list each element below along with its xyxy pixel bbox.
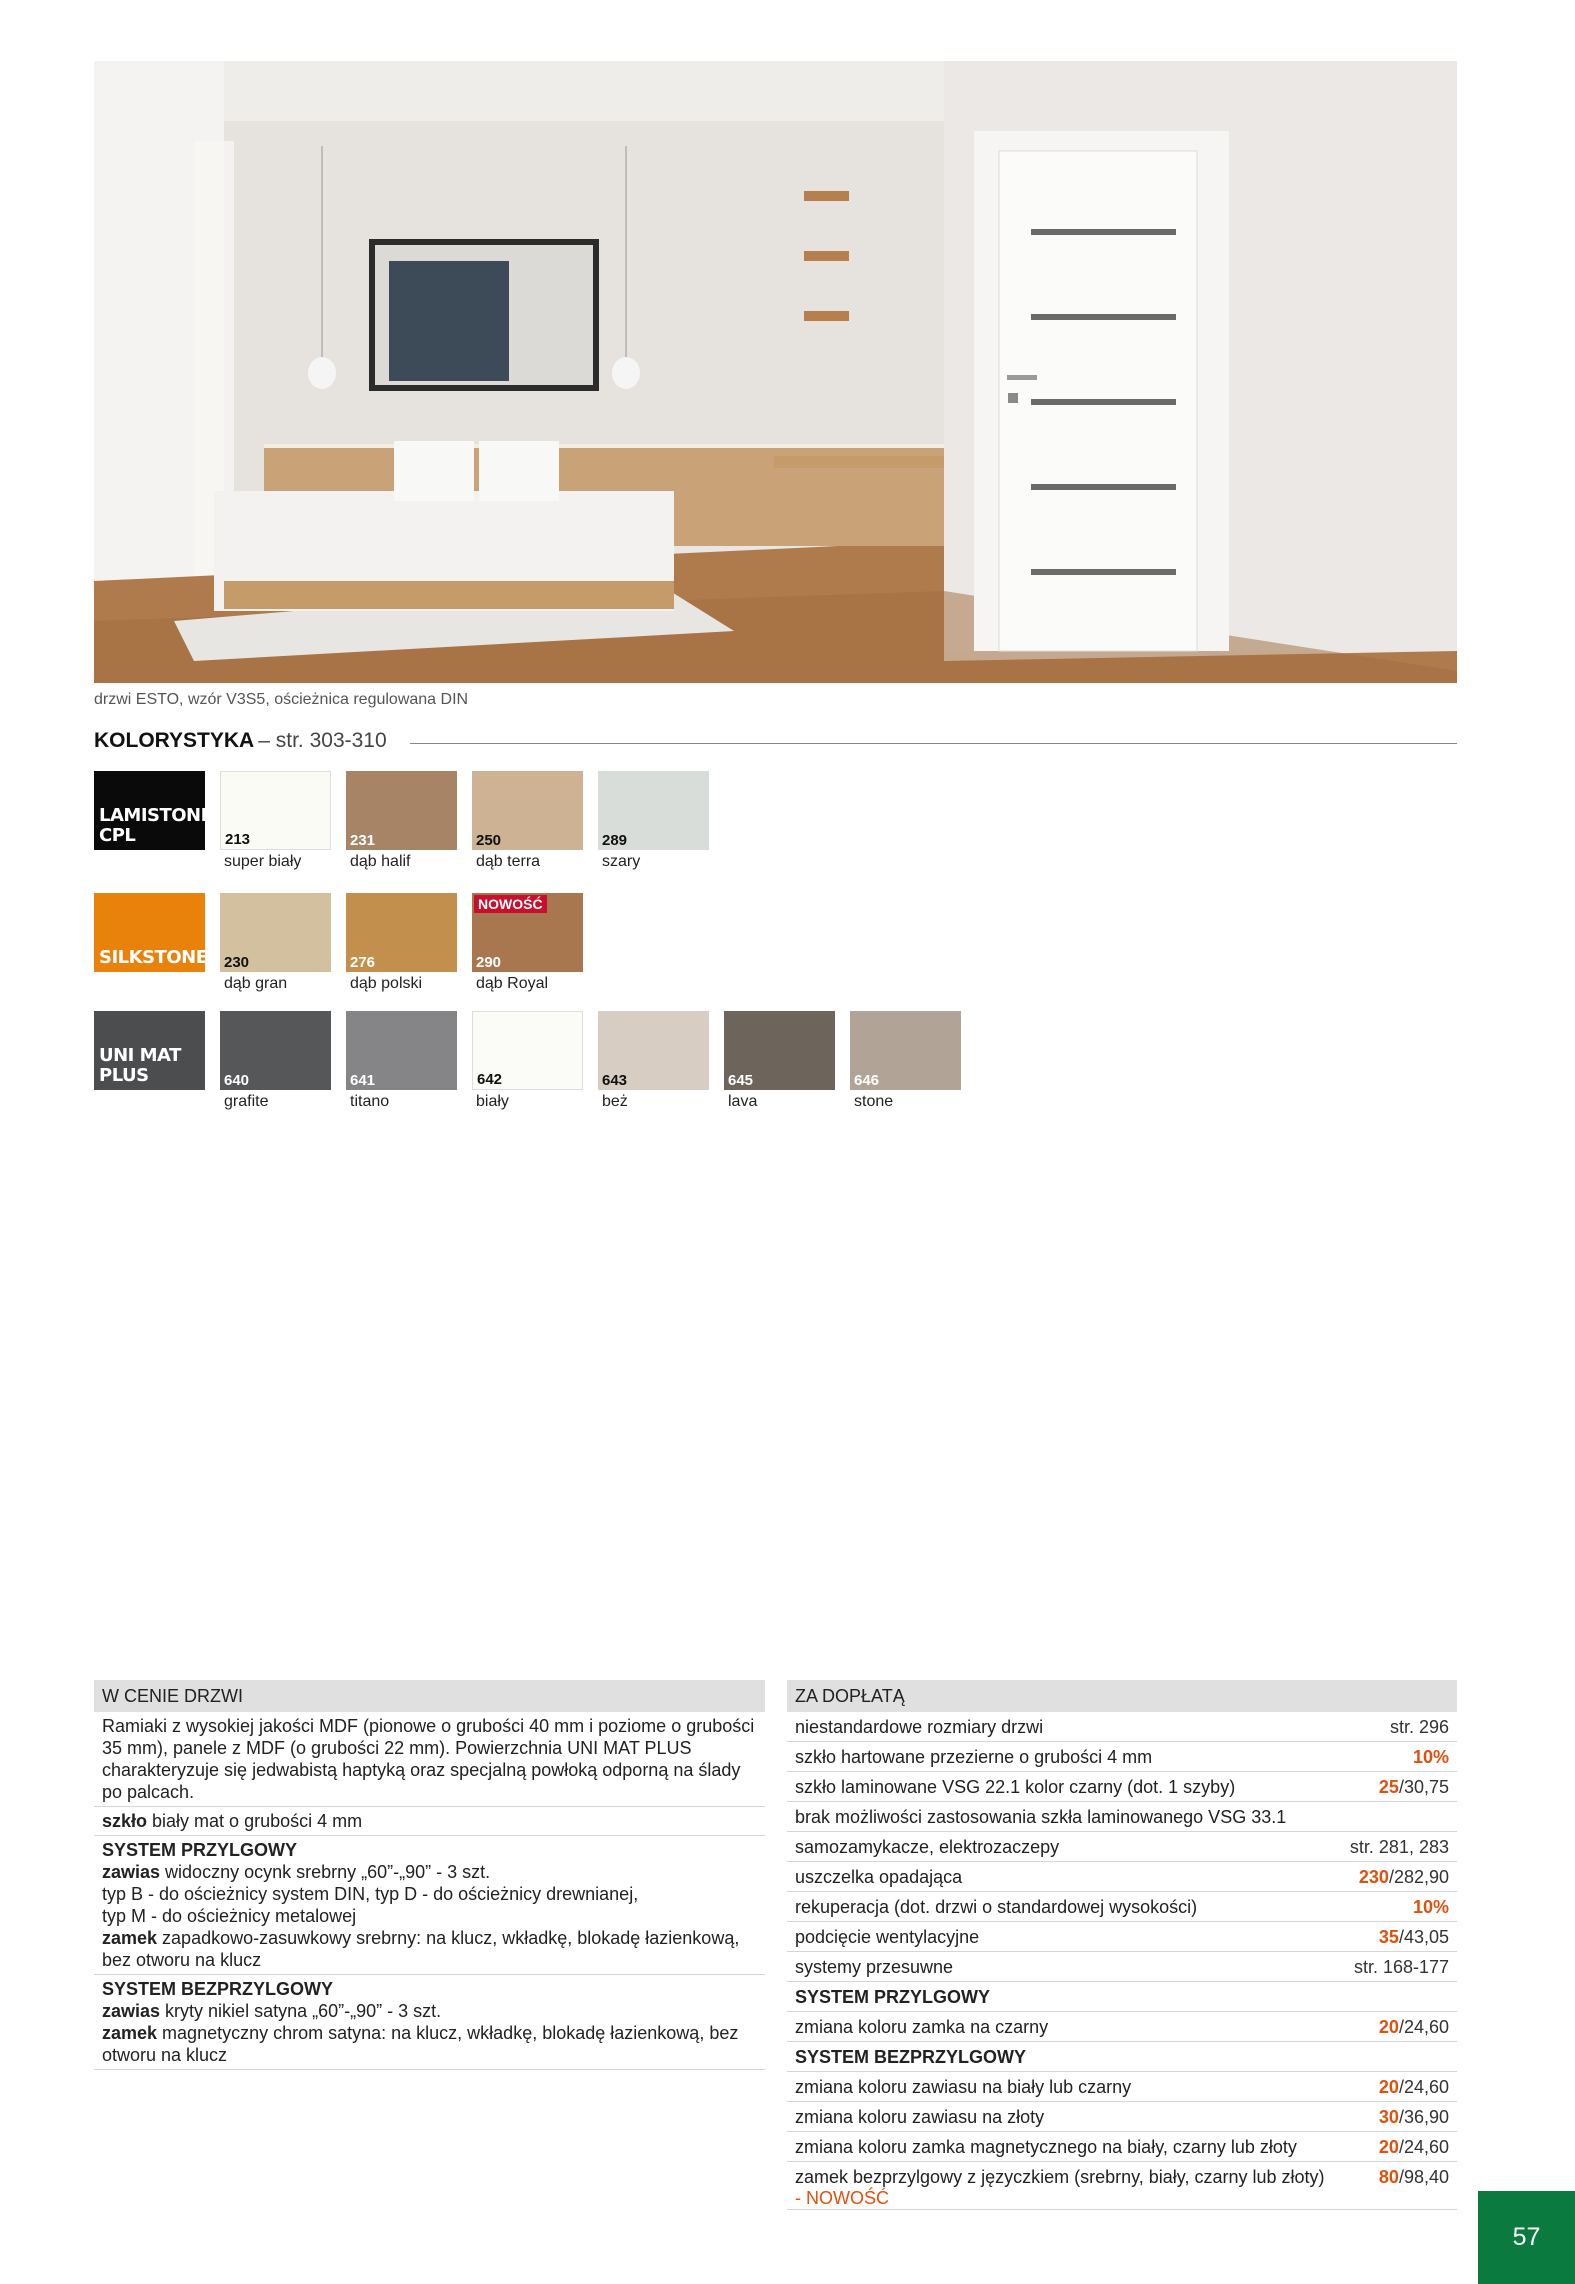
row-label	[795, 1925, 979, 1949]
color-swatch	[220, 893, 331, 972]
photo-caption: drzwi ESTO, wzór V3S5, ościeżnica regulowana DIN	[94, 691, 469, 708]
price-row	[787, 2012, 1457, 2042]
color-swatch	[220, 1011, 331, 1090]
price-highlight: 10%	[1412, 1747, 1449, 1767]
price-value: /24,60	[1398, 2137, 1449, 2157]
price-value: str. 168-177	[1353, 1957, 1449, 1977]
row-label-text: systemy przesuwne	[795, 1957, 954, 1977]
row-label-text: SYSTEM BEZPRZYLGOWY	[795, 2047, 1027, 2067]
row-value	[1379, 1925, 1449, 1949]
swatch-code: 250	[476, 832, 502, 849]
price-row	[787, 1892, 1457, 1922]
row-value	[1359, 1865, 1449, 1889]
bedroom-door-illustration	[94, 61, 1457, 683]
swatch-code: 645	[728, 1072, 754, 1089]
line-label	[94, 771, 213, 850]
price-value: /30,75	[1398, 1777, 1449, 1797]
price-highlight: 25	[1378, 1777, 1399, 1797]
swatch-name: dąb halif	[350, 853, 411, 870]
swatch-code: 643	[602, 1072, 628, 1089]
row-label-text: brak możliwości zastosowania szkła laminowanego VSG 33.1	[795, 1807, 1287, 1827]
color-swatch	[598, 1011, 709, 1090]
lock-bold: zamek	[102, 1928, 158, 1948]
line-label	[94, 893, 208, 972]
price-highlight: 10%	[1412, 1897, 1449, 1917]
row-value	[1390, 1715, 1449, 1739]
swatch-name: szary	[602, 853, 641, 870]
row-value	[1379, 2105, 1449, 2129]
row-label	[795, 1865, 962, 1889]
price-value: /36,90	[1398, 2107, 1449, 2127]
row-label-text: podcięcie wentylacyjne	[795, 1927, 980, 1947]
row-label	[795, 2015, 1048, 2039]
line-label-line2: PLUS	[99, 1065, 149, 1086]
swatch-code: 290	[476, 954, 502, 971]
price-row	[787, 2162, 1457, 2210]
price-row	[787, 2072, 1457, 2102]
row-label-text: niestandardowe rozmiary drzwi	[795, 1717, 1044, 1737]
heading-rule	[410, 743, 1457, 744]
price-value: str. 296	[1389, 1717, 1449, 1737]
line-label-line1: LAMISTONE	[99, 805, 213, 826]
row-label-text: zmiana koloru zawiasu na biały lub czarny	[795, 2077, 1132, 2097]
price-row	[787, 1742, 1457, 1772]
swatch-name: dąb gran	[224, 975, 288, 992]
system-bezprzylgowy-block	[94, 1975, 765, 2070]
price-highlight: 35	[1378, 1927, 1399, 1947]
color-swatch	[472, 1011, 583, 1090]
colors-title: KOLORYSTYKA	[94, 729, 255, 752]
row-label	[795, 2135, 1297, 2159]
row-label	[795, 1985, 990, 2009]
swatch-name: dąb polski	[350, 975, 423, 992]
color-swatch	[598, 771, 709, 850]
row-label-text: samozamykacze, elektrozaczepy	[795, 1837, 1060, 1857]
row-label-text: zmiana koloru zamka na czarny	[795, 2017, 1049, 2037]
swatch-code: 231	[350, 832, 376, 849]
price-row	[787, 1832, 1457, 1862]
price-highlight: 230	[1358, 1867, 1389, 1887]
swatch-name: stone	[854, 1093, 894, 1110]
price-highlight: 80	[1378, 2167, 1399, 2187]
row-value	[1379, 1775, 1449, 1799]
color-swatch	[472, 893, 583, 972]
color-swatch	[346, 771, 457, 850]
price-highlight: 20	[1378, 2137, 1399, 2157]
included-table	[94, 1680, 765, 2070]
color-swatch	[472, 771, 583, 850]
hinge-text: widoczny ocynk srebrny „60”-„90” - 3 szt.	[160, 1862, 491, 1882]
row-label	[795, 1775, 1235, 1799]
lock2-bold: zamek	[102, 2023, 158, 2043]
color-swatch	[346, 893, 457, 972]
line-label-line2: CPL	[99, 825, 136, 846]
new-badge: NOWOŚĆ	[474, 895, 547, 913]
price-row	[787, 2102, 1457, 2132]
extra-cost-table	[787, 1680, 1457, 2210]
price-row	[787, 1772, 1457, 1802]
line-label-line2: SILKSTONE	[99, 947, 208, 968]
color-swatch	[850, 1011, 961, 1090]
extra-cost-table-header: ZA DOPŁATĄ	[787, 1680, 1457, 1712]
swatch-code: 213	[225, 831, 251, 848]
extra-cost-rows	[787, 1712, 1457, 2210]
price-value: /24,60	[1398, 2017, 1449, 2037]
swatch-code: 640	[224, 1072, 250, 1089]
system-bezprzylgowy-title: SYSTEM BEZPRZYLGOWY	[102, 1979, 334, 1999]
swatch-name: dąb terra	[476, 853, 541, 870]
price-row	[787, 1862, 1457, 1892]
glass-block	[94, 1807, 765, 1836]
row-label-text: zmiana koloru zawiasu na złoty	[795, 2107, 1045, 2127]
description-block	[94, 1712, 765, 1807]
row-label	[795, 2075, 1131, 2099]
swatch-code: 641	[350, 1072, 376, 1089]
price-row	[787, 1952, 1457, 1982]
color-swatch	[346, 1011, 457, 1090]
swatch-name: dąb Royal	[476, 975, 549, 992]
type-m-text: typ M - do ościeżnicy metalowej	[102, 1906, 357, 1926]
swatch-name: super biały	[224, 853, 302, 870]
row-label-text: uszczelka opadająca	[795, 1867, 963, 1887]
row-label-text: SYSTEM PRZYLGOWY	[795, 1987, 991, 2007]
row-label	[795, 1955, 953, 1979]
price-row	[787, 2132, 1457, 2162]
price-row	[787, 1712, 1457, 1742]
hero-photo	[94, 61, 1457, 683]
colors-heading	[94, 729, 1457, 759]
new-note: - NOWOŚĆ	[795, 2188, 889, 2208]
row-label-text: zamek bezprzylgowy z języczkiem (srebrny, biały, czarny lub złoty)	[795, 2167, 1325, 2187]
description-text: Ramiaki z wysokiej jakości MDF (pionowe o grubości 40 mm i poziome o grubości 35 mm), panele z MDF (o grubości 22 mm). Powierzchnia UNI MAT PLUS charakteryzuje się jedwabistą haptyką oraz specjalną powłoką odporną na ślady po palcach.	[102, 1716, 755, 1802]
hinge2-text: kryty nikiel satyna „60”-„90” - 3 szt.	[160, 2001, 442, 2021]
price-highlight: 20	[1378, 2017, 1399, 2037]
type-b-text: typ B - do ościeżnicy system DIN, typ D - do ościeżnicy drewnianej,	[102, 1884, 639, 1904]
price-value: /282,90	[1388, 1867, 1449, 1887]
swatch-name: beż	[602, 1093, 628, 1110]
hinge-bold: zawias	[102, 1862, 161, 1882]
row-label-text: szkło hartowane przezierne o grubości 4 mm	[795, 1747, 1153, 1767]
row-value	[1354, 1955, 1449, 1979]
row-value	[1350, 1835, 1449, 1859]
row-label	[795, 1895, 1197, 1919]
glass-bold: szkło	[102, 1811, 148, 1831]
row-label-text: rekuperacja (dot. drzwi o standardowej wysokości)	[795, 1897, 1198, 1917]
price-row	[787, 1802, 1457, 1832]
swatch-name: lava	[728, 1093, 758, 1110]
lock2-text: magnetyczny chrom satyna: na klucz, wkładkę, blokadę łazienkową, bez otworu na klucz	[102, 2023, 739, 2065]
swatch-code: 646	[854, 1072, 880, 1089]
line-label-line1: UNI MAT	[99, 1045, 181, 1066]
lock-text: zapadkowo-zasuwkowy srebrny: na klucz, wkładkę, blokadę łazienkową, bez otworu na klucz	[102, 1928, 740, 1970]
row-value	[1413, 1745, 1449, 1769]
price-highlight: 30	[1378, 2107, 1399, 2127]
swatch-code: 642	[477, 1071, 503, 1088]
line-label	[94, 1011, 205, 1090]
swatch-name: grafite	[224, 1093, 269, 1110]
row-value	[1379, 2075, 1449, 2099]
row-label-text: zmiana koloru zamka magnetycznego na biały, czarny lub złoty	[795, 2137, 1297, 2157]
row-label	[795, 2045, 1026, 2069]
swatch-code: 230	[224, 954, 250, 971]
price-value: /43,05	[1398, 1927, 1449, 1947]
row-value	[1379, 2015, 1449, 2039]
row-label	[795, 2105, 1044, 2129]
row-label	[795, 1715, 1043, 1739]
system-przylgowy-title: SYSTEM PRZYLGOWY	[102, 1840, 298, 1860]
row-value	[1379, 2135, 1449, 2159]
swatch-name: titano	[350, 1093, 390, 1110]
price-highlight: 20	[1378, 2077, 1399, 2097]
row-value	[1379, 2165, 1449, 2189]
swatch-name: biały	[476, 1093, 509, 1110]
row-label	[795, 1805, 1286, 1829]
row-label-text: szkło laminowane VSG 22.1 kolor czarny (dot. 1 szyby)	[795, 1777, 1236, 1797]
hinge2-bold: zawias	[102, 2001, 161, 2021]
swatch-code: 276	[350, 954, 376, 971]
page-number: 57	[1478, 2191, 1575, 2284]
section-row	[787, 2042, 1457, 2072]
system-przylgowy-block	[94, 1836, 765, 1975]
color-swatch	[220, 771, 331, 850]
swatch-code: 289	[602, 832, 628, 849]
row-label	[795, 1745, 1152, 1769]
colors-page-ref: – str. 303-310	[258, 729, 387, 752]
section-row	[787, 1982, 1457, 2012]
glass-text: biały mat o grubości 4 mm	[147, 1811, 363, 1831]
price-row	[787, 1922, 1457, 1952]
included-table-header: W CENIE DRZWI	[94, 1680, 765, 1712]
price-value: /98,40	[1398, 2167, 1449, 2187]
row-value	[1413, 1895, 1449, 1919]
row-label	[795, 2165, 1325, 2207]
row-label	[795, 1835, 1059, 1859]
price-value: /24,60	[1398, 2077, 1449, 2097]
color-swatch	[724, 1011, 835, 1090]
price-value: str. 281, 283	[1349, 1837, 1449, 1857]
